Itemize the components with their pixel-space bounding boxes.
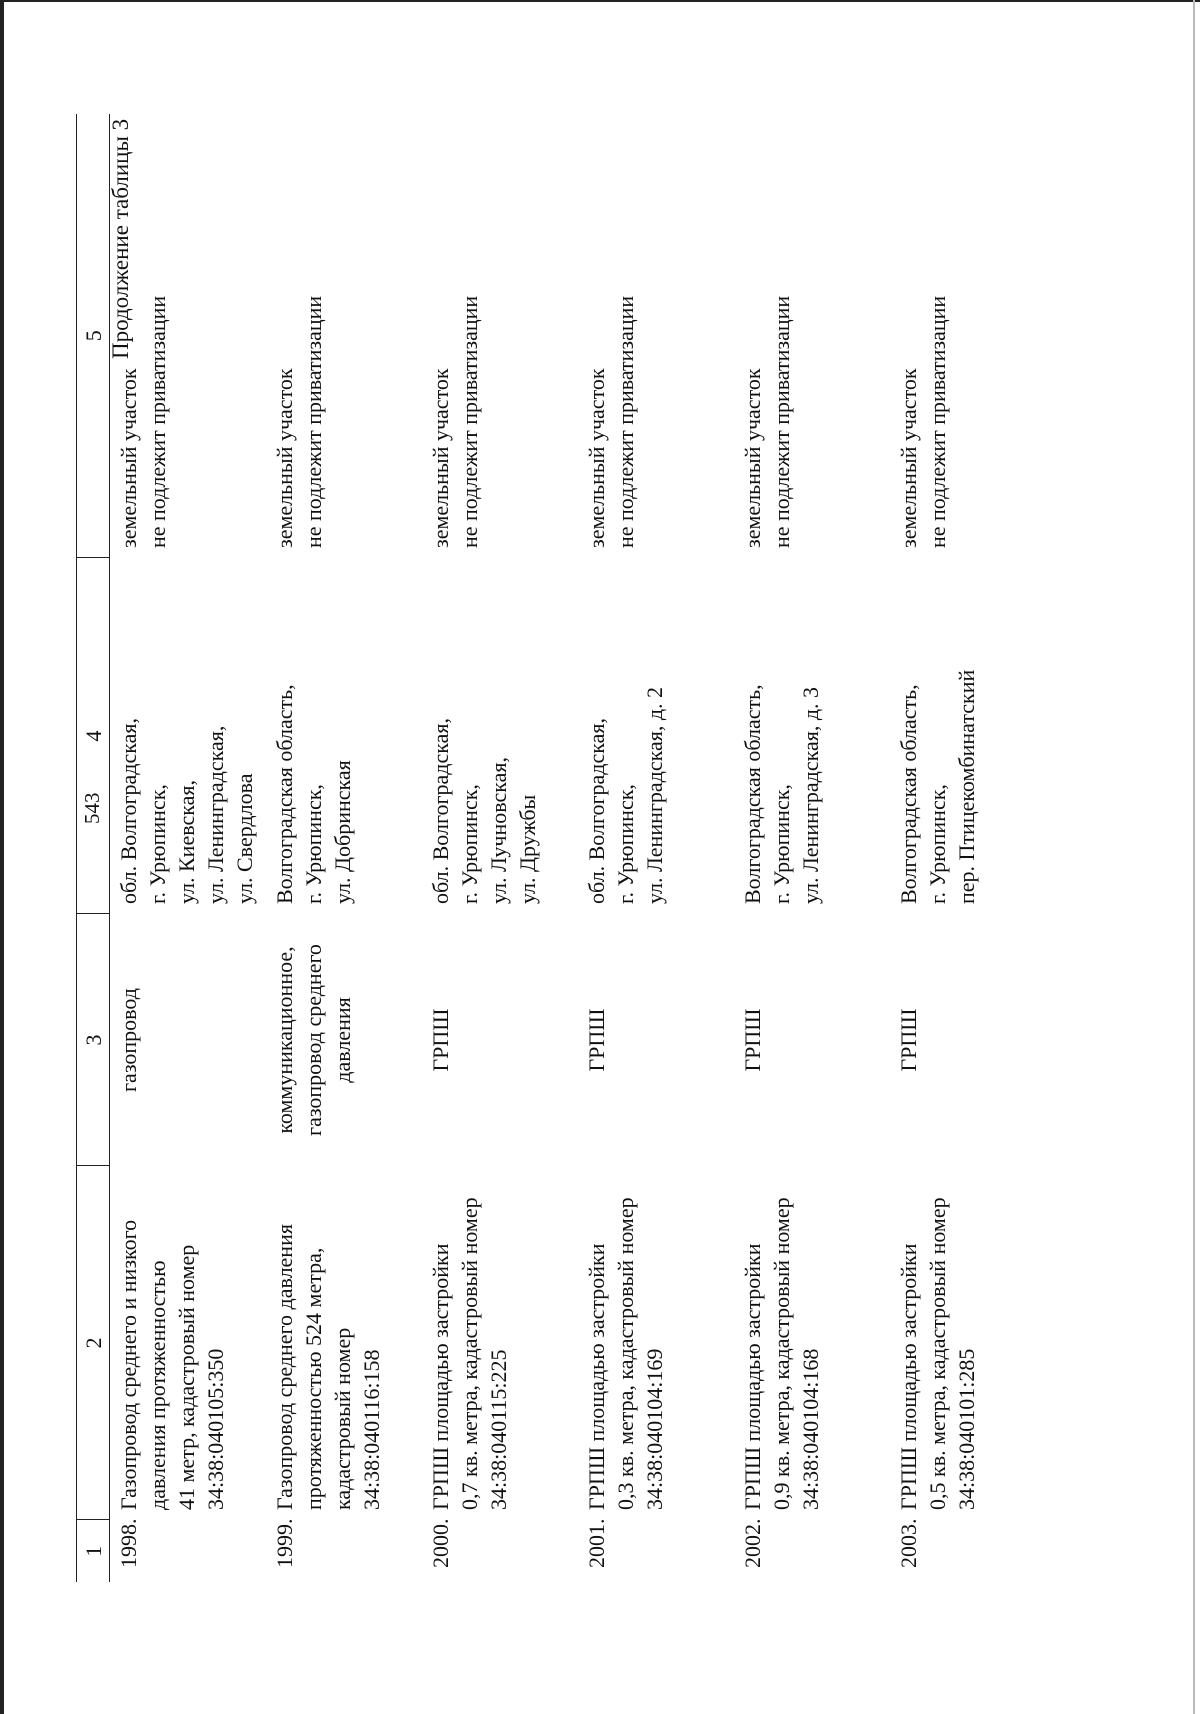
object-type xyxy=(578,914,734,1166)
table-row xyxy=(422,114,578,1582)
object-type-text: ГРПШ xyxy=(896,1008,921,1072)
object-type xyxy=(110,914,267,1166)
land-note-text: земельный участок не подлежит приватизации xyxy=(116,295,170,548)
object-address xyxy=(734,558,890,914)
object-address xyxy=(266,558,422,914)
land-note xyxy=(110,114,267,558)
object-type xyxy=(266,914,422,1166)
object-description xyxy=(734,1166,890,1520)
land-note xyxy=(266,114,422,558)
table-row xyxy=(734,114,890,1582)
column-header: 4 xyxy=(77,558,110,914)
object-description xyxy=(890,1166,1046,1520)
row-number: 2002. xyxy=(740,1518,765,1568)
column-header: 5 xyxy=(77,114,110,558)
header-row xyxy=(77,114,110,1582)
table-row xyxy=(578,114,734,1582)
land-note xyxy=(890,114,1046,558)
object-address-text: обл. Волгоградская, г. Урюпинск, ул. Киевская, ул. Ленинградская, ул. Свердлова xyxy=(116,718,257,904)
object-description-text: ГРПШ площадью застройки 0,9 кв. метра, кадастровый номер 34:38:040104:168 xyxy=(740,1197,823,1510)
row-number: 2003. xyxy=(896,1518,921,1568)
row-number: 2000. xyxy=(428,1518,453,1568)
object-description xyxy=(578,1166,734,1520)
table-row xyxy=(110,114,267,1582)
land-note xyxy=(734,114,890,558)
object-description-text: Газопровод среднего и низкого давления протяженностью 41 метр, кадастровый номер 34:38:040105:350 xyxy=(116,1219,228,1510)
object-description-text: ГРПШ площадью застройки 0,3 кв. метра, кадастровый номер 34:38:040104:169 xyxy=(584,1197,667,1510)
object-type xyxy=(890,914,1046,1166)
object-type-text: ГРПШ xyxy=(428,1008,453,1072)
object-address xyxy=(110,558,267,914)
land-note-text: земельный участок не подлежит приватизации xyxy=(428,295,482,548)
object-description-text: ГРПШ площадью застройки 0,5 кв. метра, кадастровый номер 34:38:040101:285 xyxy=(896,1197,979,1510)
object-description xyxy=(266,1166,422,1520)
object-type-text: ГРПШ xyxy=(740,1008,765,1072)
object-description xyxy=(110,1166,267,1520)
table-row xyxy=(266,114,422,1582)
table-continuation-label: Продолжение таблицы 3 xyxy=(108,118,133,359)
object-type xyxy=(422,914,578,1166)
land-note-text: земельный участок не подлежит приватизации xyxy=(740,295,794,548)
object-address-text: Волгоградская область, г. Урюпинск, пер. Птицекомбинатский xyxy=(896,669,979,904)
property-table xyxy=(76,114,1046,1582)
land-note-text: земельный участок не подлежит приватизации xyxy=(272,295,326,548)
object-type-text: ГРПШ xyxy=(584,1008,609,1072)
object-type-text: газопровод xyxy=(116,988,141,1092)
object-description-text: Газопровод среднего давления протяженностью 524 метра, кадастровый номер 34:38:040116:158 xyxy=(272,1224,384,1510)
object-type-text: коммуникационное, газопровод среднего давления xyxy=(272,944,355,1136)
object-description-text: ГРПШ площадью застройки 0,7 кв. метра, кадастровый номер 34:38:040115:225 xyxy=(428,1197,511,1510)
object-type xyxy=(734,914,890,1166)
row-number: 1998. xyxy=(116,1518,141,1568)
column-header: 1 xyxy=(77,1520,110,1582)
column-header: 2 xyxy=(77,1166,110,1520)
object-address-text: Волгоградская область, г. Урюпинск, ул. Ленинградская, д. 3 xyxy=(740,684,823,904)
object-address xyxy=(578,558,734,914)
object-address-text: обл. Волгоградская, г. Урюпинск, ул. Лучновская, ул. Дружбы xyxy=(428,718,540,904)
land-note xyxy=(578,114,734,558)
object-address xyxy=(890,558,1046,914)
row-number: 1999. xyxy=(272,1518,297,1568)
page-number: 543 xyxy=(80,792,104,824)
land-note-text: земельный участок не подлежит приватизации xyxy=(584,295,638,548)
column-header: 3 xyxy=(77,914,110,1166)
object-description xyxy=(422,1166,578,1520)
land-note xyxy=(422,114,578,558)
land-note-text: земельный участок не подлежит приватизации xyxy=(896,295,950,548)
object-address xyxy=(422,558,578,914)
object-address-text: обл. Волгоградская, г. Урюпинск, ул. Ленинградская, д. 2 xyxy=(584,686,667,904)
row-number: 2001. xyxy=(584,1518,609,1568)
table-row xyxy=(890,114,1046,1582)
object-address-text: Волгоградская область, г. Урюпинск, ул. Добринская xyxy=(272,684,355,904)
